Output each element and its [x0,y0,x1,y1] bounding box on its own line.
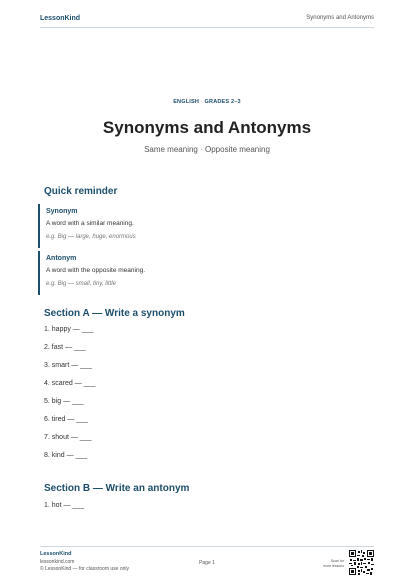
synonym-definition: A word with a similar meaning. [46,220,134,227]
qr-caption-line-2: more lessons [323,563,344,568]
synonym-example: e.g. Big — large, huge, enormous [46,234,136,240]
page-header [0,0,414,28]
page-number: Page 1 [199,560,215,566]
qr-code-graphic [349,550,374,575]
section-a-item: 5. big — ___ [44,398,84,405]
footer-url-link[interactable]: lessonkind.com [40,559,75,565]
section-a-item: 7. shout — ___ [44,434,92,441]
qr-caption [323,559,344,568]
section-a-item: 3. smart — ___ [44,362,92,369]
section-a-item: 1. happy — ___ [44,326,94,333]
antonym-term: Antonym [46,255,77,262]
section-b-item: 1. hot — ___ [44,502,85,509]
synonym-card [38,204,246,248]
header-doc-title: Synonyms and Antonyms [306,15,374,21]
antonym-card [38,251,246,295]
grades-label: GRADES 2–3 [204,99,241,105]
header-divider [40,27,374,28]
subtitle-left: Same meaning [144,145,198,154]
subject-eyebrow [0,99,414,105]
section-a-heading: Section A — Write a synonym [44,308,185,319]
page-subtitle [0,145,414,154]
section-b-heading: Section B — Write an antonym [44,483,190,494]
antonym-example: e.g. Big — small, tiny, little [46,281,116,287]
antonym-definition: A word with the opposite meaning. [46,267,146,274]
subtitle-separator: · [200,145,205,154]
subtitle-right: Opposite meaning [205,145,270,154]
footer-copyright: © LessonKind — for classroom use only [40,566,130,572]
footer-brand: LessonKind [40,551,72,557]
qr-caption-line-1: Scan for [330,559,344,563]
section-a-item: 2. fast — ___ [44,344,86,351]
footer-divider [40,546,374,547]
brand-logo-text: LessonKind [40,15,81,22]
section-a-item: 8. kind — ___ [44,452,88,459]
synonym-term: Synonym [46,208,78,215]
reminder-heading: Quick reminder [44,186,118,197]
section-a-item: 4. scared — ___ [44,380,96,387]
qr-code-icon[interactable] [349,550,374,575]
section-a-item: 6. tired — ___ [44,416,88,423]
subject-label: ENGLISH [173,99,200,105]
page-title: Synonyms and Antonyms [102,118,312,137]
eyebrow-separator: · [200,99,205,105]
